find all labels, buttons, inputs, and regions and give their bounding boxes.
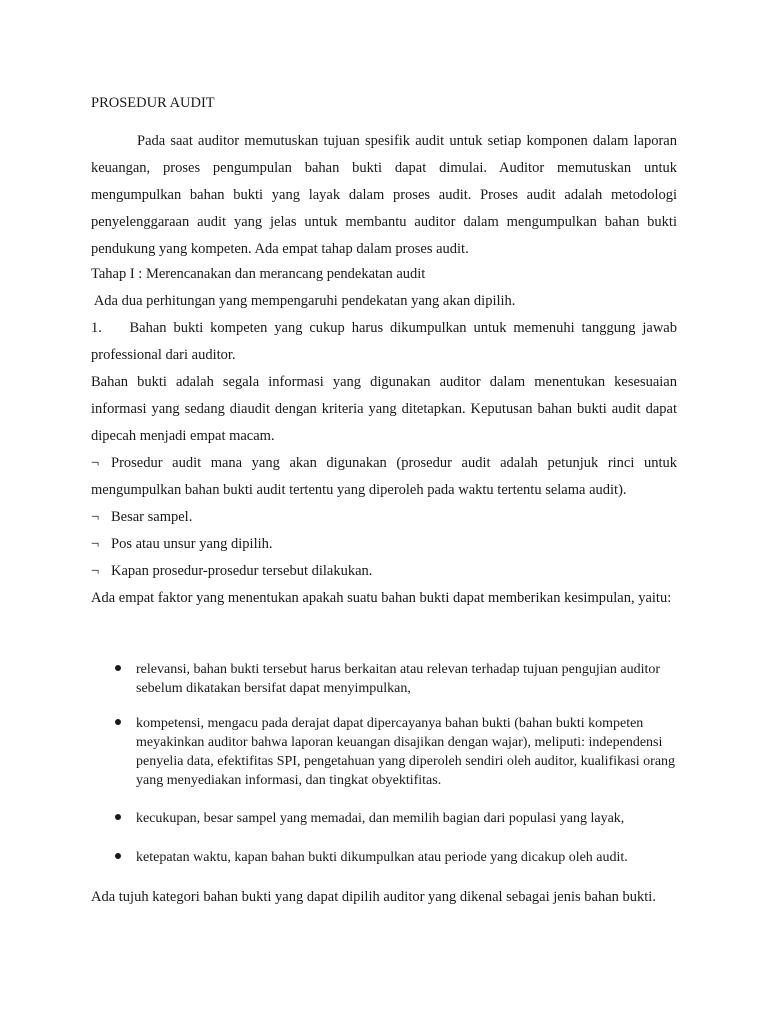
bullet-icon bbox=[115, 719, 121, 725]
bullet-text: ketepatan waktu, kapan bahan bukti dikumpulkan atau periode yang dicakup oleh audit. bbox=[136, 850, 628, 865]
dash-icon: ¬ bbox=[91, 563, 100, 579]
bullet-text: kompetensi, mengacu pada derajat dapat dipercayanya bahan bukti (bahan bukti kompeten meyakinkan auditor bahwa laporan keuangan disajikan dengan wajar), meliputi: independensi penyelia data, efektifitas SPI, pengetahuan yang diperoleh sendiri oleh auditor, kualifikasi orang yang menyediakan informasi, dan tingkat obyektifitas. bbox=[136, 716, 676, 788]
bullet-icon bbox=[115, 853, 121, 859]
stage-heading: Tahap I : Merencanakan dan merancang pendekatan audit bbox=[91, 266, 426, 282]
dash-item-text: Kapan prosedur-prosedur tersebut dilakukan. bbox=[111, 563, 373, 579]
numbered-item-1: 1. Bahan bukti kompeten yang cukup harus dikumpulkan untuk memenuhi tanggung jawab professional dari auditor. bbox=[91, 320, 681, 363]
bullet-icon bbox=[115, 814, 121, 820]
dash-item-text: Besar sampel. bbox=[111, 509, 193, 525]
bullet-icon bbox=[115, 665, 121, 671]
dash-item-items-selected bbox=[91, 534, 677, 554]
document-title: PROSEDUR AUDIT bbox=[91, 95, 215, 111]
intro-paragraph: Pada saat auditor memutuskan tujuan spesifik audit untuk setiap komponen dalam laporan keuangan, proses pengumpulan bahan bukti dapat dimulai. Auditor memutuskan untuk mengumpulkan bahan bukti yang layak dalam proses audit. Proses audit adalah metodologi penyelenggaraan audit yang jelas untuk membantu auditor dalam mengumpulkan bahan bukti pendukung yang kompeten. Ada empat tahap dalam proses audit. bbox=[91, 133, 677, 257]
dash-item-timing bbox=[91, 561, 677, 581]
four-factors-paragraph: Ada empat faktor yang menentukan apakah suatu bahan bukti dapat memberikan kesimpulan, yaitu: bbox=[91, 590, 672, 606]
dash-item-procedure bbox=[91, 450, 677, 504]
dash-item-text: Pos atau unsur yang dipilih. bbox=[111, 536, 273, 552]
evidence-paragraph: Bahan bukti adalah segala informasi yang digunakan auditor dalam menentukan kesesuaian informasi yang sedang diaudit dengan kriteria yang ditetapkan. Keputusan bahan bukti audit dapat dipecah menjadi empat macam. bbox=[91, 374, 677, 444]
dash-icon: ¬ bbox=[91, 509, 100, 525]
dash-item-sample-size bbox=[91, 507, 677, 527]
bullet-text: relevansi, bahan bukti tersebut harus berkaitan atau relevan terhadap tujuan pengujian auditor sebelum dikatakan bersifat dapat menyimpulkan, bbox=[136, 662, 661, 696]
closing-sentence: Ada tujuh kategori bahan bukti yang dapat dipilih auditor yang dikenal sebagai jenis bahan bukti. bbox=[91, 889, 656, 905]
dash-icon: ¬ bbox=[91, 455, 100, 471]
two-considerations-text: Ada dua perhitungan yang mempengaruhi pendekatan yang akan dipilih. bbox=[91, 293, 516, 309]
dash-icon: ¬ bbox=[91, 536, 100, 552]
bullet-text: kecukupan, besar sampel yang memadai, dan memilih bagian dari populasi yang layak, bbox=[136, 811, 625, 826]
dash-item-text: Prosedur audit mana yang akan digunakan (prosedur audit adalah petunjuk rinci untuk mengumpulkan bahan bukti audit tertentu yang diperoleh pada waktu tertentu selama audit). bbox=[91, 455, 677, 498]
